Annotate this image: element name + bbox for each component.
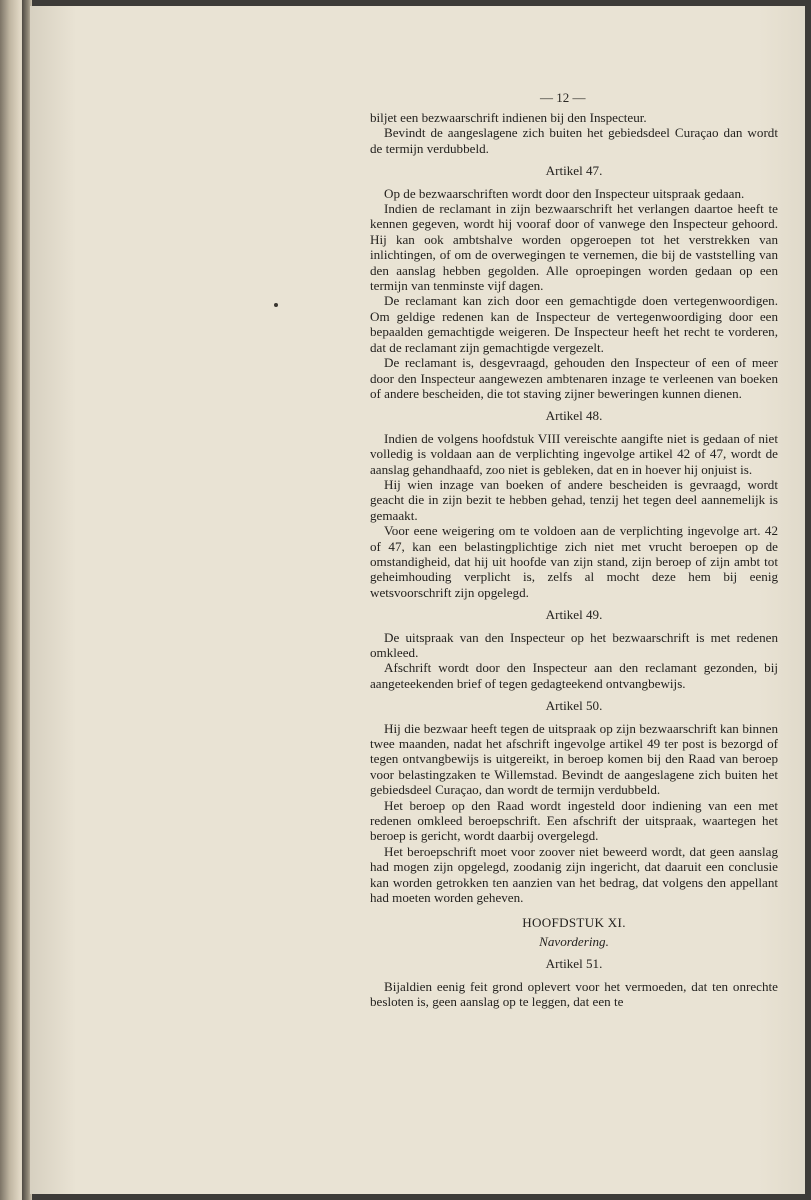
article-heading: Artikel 49. — [545, 607, 603, 623]
paragraph: Op de bezwaarschriften wordt door den Inspecteur uitspraak gedaan. — [384, 185, 745, 201]
article-heading: Artikel 50. — [545, 698, 603, 714]
paragraph: biljet een bezwaarschrift indienen bij den Inspecteur. — [370, 110, 647, 125]
paragraph: Het beroepschrift moet voor zoover niet beweerd wordt, dat geen aanslag had mogen zijn opgelegd, zoodanig zijn ingericht, dat daaruit een conclusie kan worden getrokken ten aanzien van het bedrag, dat volgens den appellant had moeten worden geheven. — [370, 843, 778, 906]
chapter-subtitle: Navordering. — [539, 933, 609, 949]
document-page — [30, 6, 805, 1194]
paragraph: De uitspraak van den Inspecteur op het bezwaarschrift is met redenen omkleed. — [370, 629, 778, 660]
ink-speck — [274, 303, 278, 307]
paragraph: Indien de reclamant in zijn bezwaarschrift het verlangen daartoe heeft te kennen gegeven, wordt hij vooraf door of vanwege den Inspecteur gehoord. Hij kan ook ambtshalve worden opgeroepen tot het verstrekken van inlichtingen, of om de overwegingen te vernemen, die bij de vaststelling van den aanslag hebben gegolden. Alle oproepingen worden gedaan op een termijn van tenminste vijf dagen. — [370, 201, 778, 294]
paragraph: Afschrift wordt door den Inspecteur aan den reclamant gezonden, bij aangeteekenden brief of tegen gedagteekend ontvangbewijs. — [370, 660, 778, 691]
paragraph: Hij die bezwaar heeft tegen de uitspraak op zijn bezwaarschrift kan binnen twee maanden, nadat het afschrift ingevolge artikel 49 ter post is bezorgd of tegen ontvangbewijs is uitgereikt, in beroep komen bij den Raad van beroep voor belastingzaken te Willemstad. Bevindt de aangeslagene zich buiten het gebiedsdeel Curaçao, dan wordt de termijn verdubbeld. — [370, 720, 778, 798]
page-body — [370, 110, 778, 1010]
article-heading: Artikel 51. — [545, 956, 603, 972]
paragraph: De reclamant kan zich door een gemachtigde doen vertegenwoordigen. Om geldige redenen kan de Inspecteur de vertegenwoordiging door een bepaalden gemachtigde weigeren. De Inspecteur heeft het recht te vorderen, dat de reclamant zijn gemachtigde vergezelt. — [370, 293, 778, 355]
article-heading: Artikel 47. — [545, 163, 603, 179]
page-number: — 12 — — [540, 90, 586, 105]
paragraph: Indien de volgens hoofdstuk VIII vereischte aangifte niet is gedaan of niet volledig is voldaan aan de verplichting ingevolge artikel 42 of 47, wordt de aanslag gehandhaafd, zoo niet is gebleken, dat en in hoever hij onjuist is. — [370, 430, 778, 477]
chapter-heading: HOOFDSTUK XI. — [522, 914, 626, 930]
paragraph: Het beroep op den Raad wordt ingesteld door indiening van een met redenen omkleed beroepschrift. Een afschrift der uitspraak, waartegen het beroep is gericht, wordt daarbij overgelegd. — [370, 797, 778, 844]
paragraph: Bijaldien eenig feit grond oplevert voor het vermoeden, dat ten onrechte besloten is, geen aanslag op te leggen, dat een te — [370, 978, 778, 1010]
paragraph: Hij wien inzage van boeken of andere bescheiden is gevraagd, wordt geacht die in zijn bezit te hebben gehad, tenzij het tegen deel aannemelijk is gemaakt. — [370, 476, 778, 523]
previous-page-edge — [0, 0, 24, 1200]
paragraph: Voor eene weigering om te voldoen aan de verplichting ingevolge art. 42 of 47, kan een belastingplichtige zich niet met vrucht beroepen op de omstandigheid, dat hij uit hoofde van zijn stand, zijn beroep of zijn ambt tot geheimhouding verplicht is, zelfs al mocht deze hem bij eenig wetsvoorschrift zijn opgelegd. — [370, 523, 778, 600]
paragraph: De reclamant is, desgevraagd, gehouden den Inspecteur of een of meer door den Inspecteur aangewezen ambtenaren inzage te verleenen van boeken of andere bescheiden, die tot staving zijner beweringen kunnen dienen. — [370, 355, 778, 401]
paragraph: Bevindt de aangeslagene zich buiten het gebiedsdeel Curaçao dan wordt de termijn verdubbeld. — [370, 125, 778, 156]
article-heading: Artikel 48. — [545, 408, 603, 424]
